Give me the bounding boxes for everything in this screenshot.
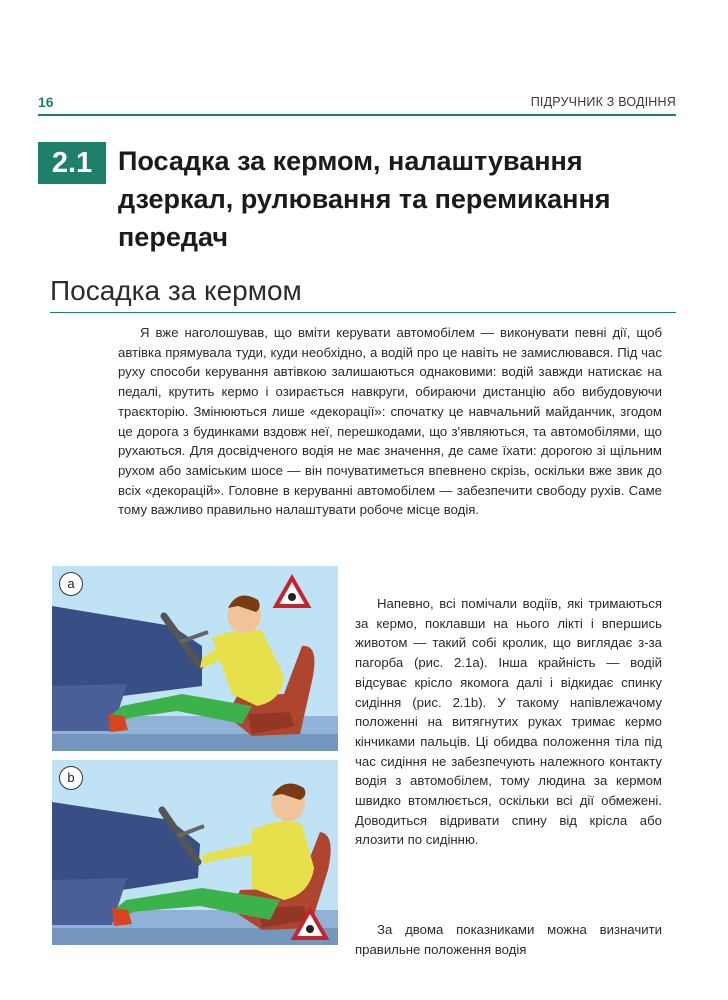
figure-label-a: a [59, 572, 83, 596]
figure-a-illustration [52, 566, 338, 751]
figure-b-too-far [52, 760, 338, 945]
figure-b-illustration [52, 760, 338, 945]
running-title: ПІДРУЧНИК З ВОДІННЯ [530, 95, 676, 109]
figure-label-b: b [59, 766, 83, 790]
section-number-badge: 2.1 [38, 142, 106, 184]
paragraph-postures: Напевно, всі помічали водіїв, які тримаються за кермо, поклавши на нього лікті і впершись животом — такий собі кролик, що виглядає з-за пагорба (рис. 2.1a). Інша крайність — водій відсуває крісло якомога далі і відкидає спинку сидіння (рис. 2.1b). У такому напівлежачому положенні на витягнутих руках тримає кермо кінчиками пальців. Ці обидва положення тіла під час сидіння не забезпечують належного контакту водія з автомобілем, тому людина за кермом швидко втомлюється, оскільки всі дії обмежені. Доводиться відривати спину від крісла або ялозити по сидінню. [355, 596, 662, 848]
figure-a-too-close [52, 566, 338, 751]
paragraph-indicators: За двома показниками можна визначити правильне положення водія [355, 922, 662, 957]
page-number: 16 [38, 94, 54, 110]
warning-sign-icon [276, 578, 308, 606]
page-header [38, 92, 676, 116]
paragraph-intro: Я вже наголошував, що вміти керувати автомобілем — виконувати певні дії, щоб автівка прямувала туди, куди необхідно, а водій про це навіть не замислювався. Під час руху способи керування автівкою залишаються однаковими: водій завжди натискає на педалі, крутить кермо і озирається навкруги, обираючи дистанцію або вибудовуючи траєкторію. Змінюються лише «декорації»: спочатку це навчальний майданчик, згодом це дорога з будинками вздовж неї, перешкодами, що з'являються, та автомобілями, що рухаються. Для досвідченого водія не має значення, де саме їхати: дорогою зі щільним рухом або заміським шосе — він почуватиметься впевнено скрізь, оскільки вже звик до всіх «декорацій». Головне в керуванні автомобілем — забезпечити свободу рухів. Саме тому важливо правильно налаштувати робоче місце водія. [118, 325, 662, 518]
subheading-rule [50, 312, 676, 313]
subheading: Посадка за кермом [50, 275, 302, 306]
section-title: Посадка за кермом, налаштування дзеркал, рулювання та перемикання передач [118, 146, 611, 252]
